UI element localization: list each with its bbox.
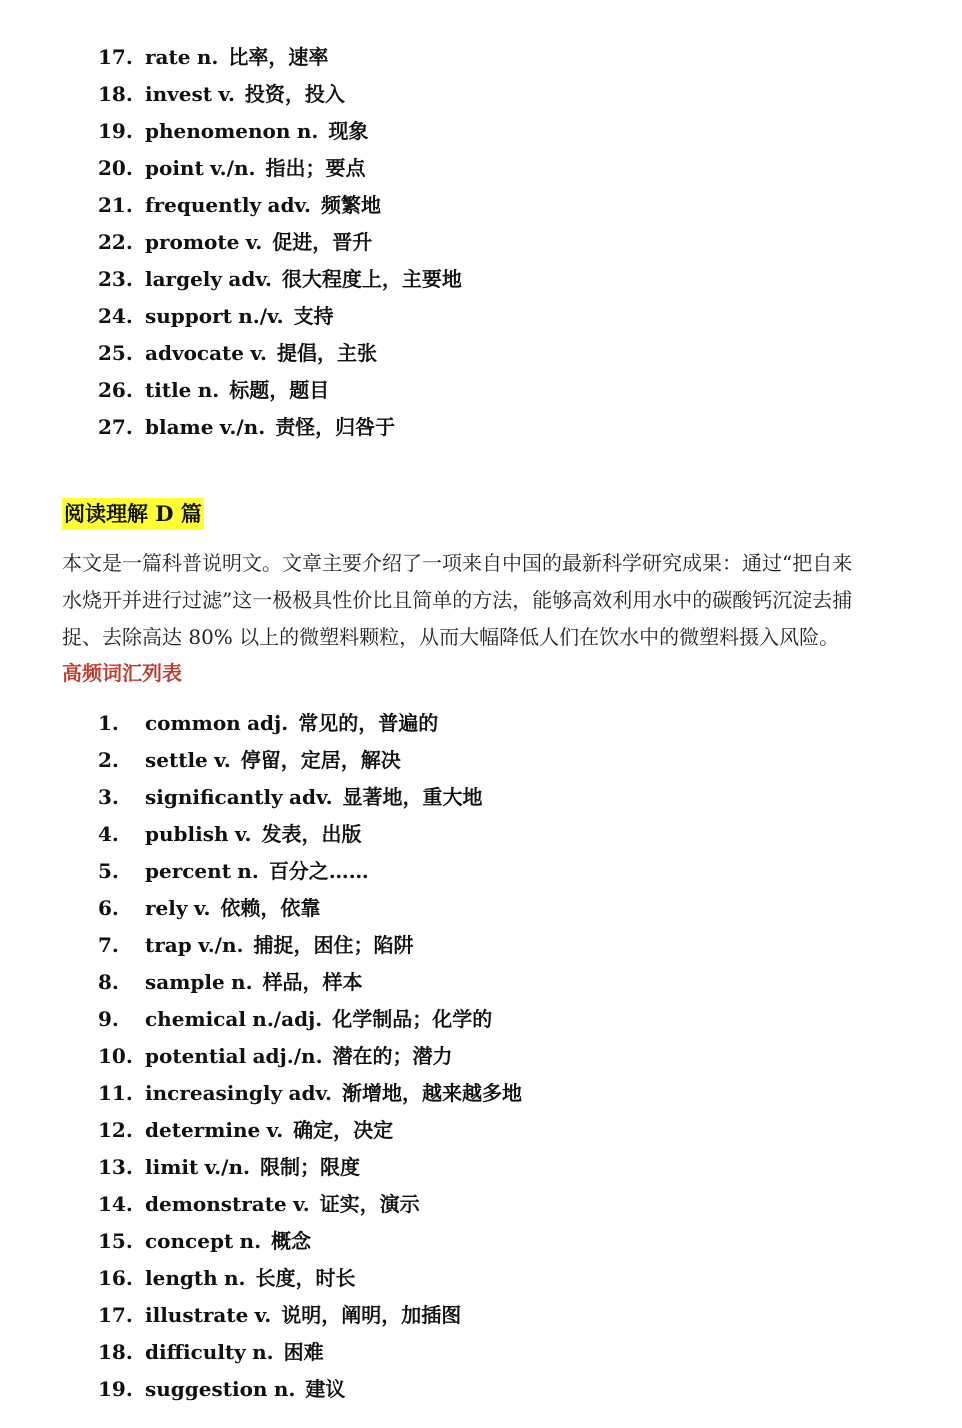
vocab-meaning: 样品，样本 [262,970,363,994]
vocab-entry [145,372,329,409]
vocab-word: suggestion [145,1377,268,1401]
vocab-word: support [145,304,232,328]
vocab-word: concept [145,1229,234,1253]
section-heading: 阅读理解 D 篇 [62,498,204,530]
vocab-item [0,76,962,113]
vocab-pos: v. [245,230,263,254]
vocab-item [0,1112,962,1149]
vocab-number: 26. [98,378,133,402]
vocab-word: determine [145,1118,261,1142]
vocab-number: 9. [98,1007,119,1031]
vocab-number: 24. [98,304,133,328]
vocab-item [0,1075,962,1112]
vocab-entry [145,853,369,890]
vocab-number: 15. [98,1229,133,1253]
vocab-list-top [0,39,962,446]
vocab-word: significantly [145,785,283,809]
vocab-meaning: 依赖，依靠 [220,896,321,920]
vocab-item [0,261,962,298]
vocab-word: advocate [145,341,245,365]
vocab-number: 12. [98,1118,133,1142]
vocab-entry [145,224,372,261]
vocab-list-bottom [0,705,962,1408]
vocab-pos: n. [237,859,259,883]
vocab-item [0,779,962,816]
vocab-pos: v./n. [210,156,256,180]
vocab-word: common [145,711,241,735]
vocab-entry [145,39,328,76]
vocab-entry [145,742,401,779]
vocab-meaning: 很大程度上，主要地 [281,267,462,291]
vocab-entry [145,779,483,816]
vocab-number: 23. [98,267,133,291]
vocab-pos: adv. [289,785,333,809]
vocab-meaning: 投资，投入 [244,82,345,106]
vocab-pos: v./n. [198,933,244,957]
vocab-pos: adj. [247,711,289,735]
vocab-entry [145,150,365,187]
vocab-word: rely [145,896,188,920]
vocab-entry [145,890,320,927]
vocab-meaning: 潜在的；潜力 [332,1044,453,1068]
vocab-pos: v. [193,896,211,920]
vocab-item [0,1001,962,1038]
vocab-item [0,964,962,1001]
vocab-item [0,742,962,779]
vocab-entry [145,261,462,298]
vocab-number: 6. [98,896,119,920]
vocab-number: 27. [98,415,133,439]
vocab-item [0,927,962,964]
vocab-meaning: 捕捉，困住；陷阱 [253,933,414,957]
vocab-meaning: 建议 [305,1377,346,1401]
vocab-meaning: 常见的，普遍的 [298,711,439,735]
vocab-word: phenomenon [145,119,291,143]
vocab-meaning: 证实，演示 [319,1192,420,1216]
vocab-number: 3. [98,785,119,809]
vocab-entry [145,705,438,742]
vocab-pos: n. [231,970,253,994]
vocab-entry [145,335,377,372]
vocab-entry [145,1075,522,1112]
vocab-item [0,1371,962,1408]
vocab-word: settle [145,748,208,772]
vocab-entry [145,1001,492,1038]
vocab-entry [145,187,381,224]
vocab-entry [145,1223,311,1260]
vocab-meaning: 确定，决定 [293,1118,394,1142]
vocab-pos: adj./n. [252,1044,323,1068]
vocab-meaning: 发表，出版 [261,822,362,846]
vocab-number: 17. [98,1303,133,1327]
vocab-pos: v. [254,1303,272,1327]
vocab-number: 17. [98,45,133,69]
vocab-entry [145,76,345,113]
vocab-meaning: 长度，时长 [255,1266,356,1290]
vocab-number: 10. [98,1044,133,1068]
vocab-item [0,187,962,224]
vocab-pos: v. [234,822,252,846]
vocab-word: title [145,378,192,402]
vocab-entry [145,1112,393,1149]
vocab-item [0,224,962,261]
vocab-meaning: 百分之…… [268,859,369,883]
vocab-word: frequently [145,193,262,217]
vocab-meaning: 促进，晋升 [272,230,373,254]
summary-line: 本文是一篇科普说明文。文章主要介绍了一项来自中国的最新科学研究成果：通过“把自来 [62,551,853,575]
vocab-meaning: 比率，速率 [228,45,329,69]
vocab-item [0,1038,962,1075]
vocab-pos: adv. [288,1081,333,1105]
vocab-list-title: 高频词汇列表 [62,661,182,685]
vocab-pos: n. [197,378,220,402]
vocab-word: percent [145,859,231,883]
vocab-number: 20. [98,156,133,180]
vocab-entry [145,1371,345,1408]
vocab-number: 19. [98,1377,133,1401]
vocab-pos: n./adj. [252,1007,323,1031]
vocab-number: 21. [98,193,133,217]
vocab-item [0,39,962,76]
vocab-item [0,409,962,446]
vocab-pos: v./n. [219,415,266,439]
vocab-word: promote [145,230,240,254]
vocab-number: 22. [98,230,133,254]
vocab-number: 4. [98,822,119,846]
vocab-meaning: 频繁地 [321,193,381,217]
vocab-pos: n./v. [238,304,284,328]
vocab-pos: n. [239,1229,262,1253]
vocab-pos: v./n. [204,1155,250,1179]
vocab-word: chemical [145,1007,246,1031]
vocab-entry [145,1038,453,1075]
vocab-word: point [145,156,204,180]
vocab-number: 11. [98,1081,133,1105]
vocab-number: 18. [98,1340,133,1364]
vocab-word: blame [145,415,214,439]
vocab-number: 13. [98,1155,133,1179]
vocab-entry [145,1334,324,1371]
vocab-entry [145,1260,356,1297]
vocab-word: length [145,1266,218,1290]
vocab-item [0,1334,962,1371]
vocab-item [0,150,962,187]
vocab-entry [145,1149,360,1186]
vocab-number: 7. [98,933,119,957]
vocab-item [0,298,962,335]
vocab-item [0,1297,962,1334]
vocab-item [0,853,962,890]
vocab-meaning: 标题，题目 [229,378,330,402]
vocab-number: 14. [98,1192,133,1216]
vocab-item [0,705,962,742]
vocab-meaning: 现象 [328,119,369,143]
vocab-meaning: 提倡，主张 [276,341,377,365]
vocab-pos: n. [224,1266,246,1290]
vocab-pos: adv. [228,267,272,291]
vocab-item [0,335,962,372]
vocab-number: 5. [98,859,119,883]
vocab-item [0,1186,962,1223]
vocab-item [0,372,962,409]
vocab-word: invest [145,82,212,106]
vocab-word: increasingly [145,1081,283,1105]
vocab-pos: v. [218,82,235,106]
vocab-entry [145,816,361,853]
vocab-meaning: 困难 [283,1340,324,1364]
vocab-entry [145,298,334,335]
vocab-number: 18. [98,82,133,106]
vocab-word: potential [145,1044,247,1068]
vocab-number: 19. [98,119,133,143]
vocab-word: sample [145,970,225,994]
summary-line: 捉、去除高达 80% 以上的微塑料颗粒，从而大幅降低人们在饮水中的微塑料摄入风险。 [62,625,840,649]
vocab-number: 25. [98,341,133,365]
vocab-meaning: 显著地，重大地 [342,785,483,809]
article-summary [62,545,922,656]
vocab-number: 16. [98,1266,133,1290]
vocab-pos: n. [252,1340,274,1364]
vocab-item [0,113,962,150]
vocab-pos: v. [293,1192,310,1216]
vocab-pos: n. [196,45,219,69]
vocab-word: illustrate [145,1303,249,1327]
vocab-item [0,1223,962,1260]
summary-line: 水烧开并进行过滤”这一极极具性价比且简单的方法，能够高效利用水中的碳酸钙沉淀去捕 [62,588,853,612]
vocab-word: difficulty [145,1340,246,1364]
vocab-meaning: 指出；要点 [265,156,366,180]
vocab-pos: v. [250,341,267,365]
vocab-number: 1. [98,711,119,735]
vocab-word: limit [145,1155,199,1179]
vocab-number: 2. [98,748,119,772]
vocab-entry [145,409,395,446]
vocab-entry [145,1297,461,1334]
vocab-meaning: 停留，定居，解决 [240,748,401,772]
vocab-item [0,1149,962,1186]
vocab-item [0,816,962,853]
vocab-pos: n. [296,119,319,143]
vocab-entry [145,964,363,1001]
vocab-item [0,890,962,927]
vocab-pos: v. [266,1118,284,1142]
vocab-entry [145,927,413,964]
vocab-item [0,1260,962,1297]
vocab-meaning: 化学制品；化学的 [332,1007,493,1031]
vocab-meaning: 责怪，归咎于 [275,415,396,439]
vocab-entry [145,1186,420,1223]
vocab-meaning: 支持 [293,304,334,328]
vocab-word: largely [145,267,223,291]
vocab-word: trap [145,933,192,957]
vocab-meaning: 说明，阐明，加插图 [281,1303,462,1327]
vocab-word: demonstrate [145,1192,287,1216]
vocab-pos: adv. [267,193,311,217]
vocab-number: 8. [98,970,119,994]
vocab-meaning: 概念 [271,1229,312,1253]
vocab-pos: v. [214,748,231,772]
vocab-word: rate [145,45,191,69]
vocab-entry [145,113,368,150]
vocab-meaning: 渐增地，越来越多地 [342,1081,523,1105]
vocab-word: publish [145,822,229,846]
vocab-meaning: 限制；限度 [259,1155,360,1179]
vocab-pos: n. [273,1377,296,1401]
